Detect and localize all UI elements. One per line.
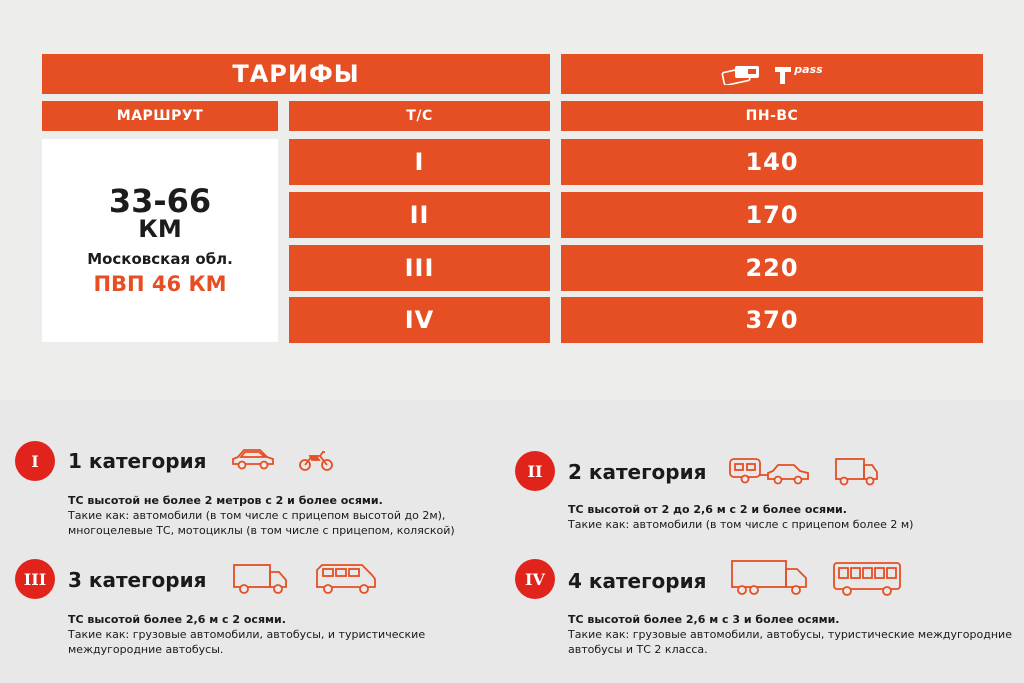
category-lead: ТС высотой более 2,6 м с 3 и более осями. bbox=[568, 613, 840, 626]
price-cell: 170 bbox=[561, 192, 983, 238]
vehicle-class-cell: III bbox=[289, 245, 550, 291]
car-with-trailer-icon bbox=[728, 455, 812, 491]
column-vehicle-header: Т/С bbox=[289, 101, 550, 131]
price-cell: 220 bbox=[561, 245, 983, 291]
route-toll-point: ПВП 46 КМ bbox=[93, 271, 227, 296]
bus-icon bbox=[832, 560, 904, 602]
category-body-line: автобусы и ТС 2 класса. bbox=[568, 643, 708, 656]
category-lead: ТС высотой от 2 до 2,6 м с 2 и более осями. bbox=[568, 503, 847, 516]
category-badge: IV bbox=[515, 559, 555, 599]
category-badge: I bbox=[15, 441, 55, 481]
route-distance: 33-66 bbox=[108, 181, 212, 220]
category-description bbox=[568, 502, 988, 532]
motorcycle-icon bbox=[298, 446, 334, 478]
category-body-line: Такие как: автомобили (в том числе с прицепом более 2 м) bbox=[568, 518, 914, 531]
tariff-title: ТАРИФЫ bbox=[42, 54, 550, 94]
category-badge: III bbox=[15, 559, 55, 599]
payment-card-icon bbox=[721, 63, 763, 85]
category-badge: II bbox=[515, 451, 555, 491]
price-cell: 140 bbox=[561, 139, 983, 185]
pass-logo-text: pass bbox=[794, 62, 823, 76]
column-days-header: ПН-ВС bbox=[561, 101, 983, 131]
t-pass-logo bbox=[773, 63, 822, 86]
route-distance-unit: КМ bbox=[138, 214, 182, 243]
category-body-line: Такие как: грузовые автомобили, автобусы, туристические междугородние bbox=[568, 628, 1012, 641]
category-body-line: Такие как: автомобили (в том числе с прицепом высотой до 2м), bbox=[68, 509, 446, 522]
category-title: 2 категория bbox=[568, 460, 707, 484]
category-lead: ТС высотой не более 2 метров с 2 и более осями. bbox=[68, 494, 383, 507]
minibus-icon bbox=[314, 561, 378, 601]
category-description bbox=[568, 612, 1018, 657]
payment-logos bbox=[561, 54, 983, 94]
column-route-header: МАРШРУТ bbox=[42, 101, 278, 131]
large-truck-icon bbox=[730, 558, 810, 602]
category-lead: ТС высотой более 2,6 м с 2 осями. bbox=[68, 613, 286, 626]
route-region: Московская обл. bbox=[87, 249, 233, 268]
price-cell: 370 bbox=[561, 297, 983, 343]
van-truck-icon bbox=[834, 455, 880, 491]
truck-icon bbox=[232, 561, 290, 601]
category-body-line: Такие как: грузовые автомобили, автобусы, и туристические bbox=[68, 628, 426, 641]
vehicle-class-cell: I bbox=[289, 139, 550, 185]
vehicle-class-cell: IV bbox=[289, 297, 550, 343]
category-body-line: междугородние автобусы. bbox=[68, 643, 224, 656]
category-description bbox=[68, 612, 488, 657]
category-body-line: многоцелевые ТС, мотоциклы (в том числе с прицепом, коляской) bbox=[68, 524, 455, 537]
vehicle-class-cell: II bbox=[289, 192, 550, 238]
category-description bbox=[68, 493, 488, 538]
car-icon bbox=[230, 445, 276, 477]
category-title: 3 категория bbox=[68, 568, 207, 592]
category-title: 1 категория bbox=[68, 449, 207, 473]
route-info bbox=[42, 139, 278, 342]
category-title: 4 категория bbox=[568, 569, 707, 593]
